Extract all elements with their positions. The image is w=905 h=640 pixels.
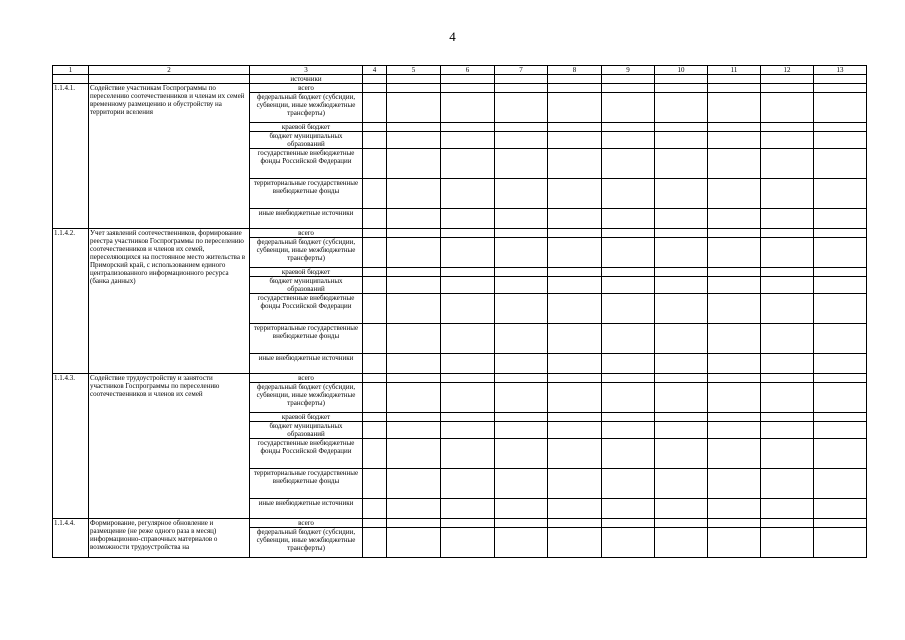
item-number: 1.1.4.1. <box>53 84 89 229</box>
value-cell <box>495 277 548 294</box>
value-cell <box>387 277 441 294</box>
value-cell <box>548 354 602 374</box>
value-cell <box>363 277 387 294</box>
value-cell <box>387 229 441 238</box>
value-cell <box>441 354 495 374</box>
value-cell <box>548 528 602 558</box>
value-cell <box>441 268 495 277</box>
value-cell <box>363 499 387 519</box>
value-cell <box>495 469 548 499</box>
value-cell <box>441 75 495 84</box>
source-cell: федеральный бюджет (субсидии, субвенции, иные межбюджетные трансферты) <box>250 528 363 558</box>
value-cell <box>761 324 814 354</box>
value-cell <box>655 84 708 93</box>
value-cell <box>548 413 602 422</box>
value-cell <box>655 277 708 294</box>
value-cell <box>363 528 387 558</box>
column-header: 2 <box>89 66 250 75</box>
source-cell: государственные внебюджетные фонды Российской Федерации <box>250 294 363 324</box>
value-cell <box>441 277 495 294</box>
value-cell <box>363 268 387 277</box>
value-cell <box>814 469 867 499</box>
value-cell <box>441 422 495 439</box>
value-cell <box>708 84 761 93</box>
value-cell <box>814 519 867 528</box>
value-cell <box>602 528 655 558</box>
value-cell <box>548 519 602 528</box>
column-header: 12 <box>761 66 814 75</box>
value-cell <box>441 149 495 179</box>
source-cell: всего <box>250 229 363 238</box>
value-cell <box>602 277 655 294</box>
value-cell <box>363 132 387 149</box>
value-cell <box>548 469 602 499</box>
value-cell <box>441 469 495 499</box>
value-cell <box>548 238 602 268</box>
value-cell <box>761 84 814 93</box>
source-cell: федеральный бюджет (субсидии, субвенции, иные межбюджетные трансферты) <box>250 238 363 268</box>
value-cell <box>602 519 655 528</box>
value-cell <box>548 439 602 469</box>
value-cell <box>387 469 441 499</box>
value-cell <box>708 149 761 179</box>
value-cell <box>602 132 655 149</box>
value-cell <box>387 179 441 209</box>
value-cell <box>363 238 387 268</box>
source-cell: федеральный бюджет (субсидии, субвенции, иные межбюджетные трансферты) <box>250 93 363 123</box>
value-cell <box>387 149 441 179</box>
source-cell: территориальные государственные внебюджетные фонды <box>250 179 363 209</box>
value-cell <box>363 149 387 179</box>
value-cell <box>387 324 441 354</box>
value-cell <box>655 324 708 354</box>
value-cell <box>655 439 708 469</box>
value-cell <box>387 422 441 439</box>
value-cell <box>387 374 441 383</box>
value-cell <box>655 179 708 209</box>
value-cell <box>602 268 655 277</box>
source-cell: территориальные государственные внебюджетные фонды <box>250 469 363 499</box>
value-cell <box>441 238 495 268</box>
value-cell <box>708 519 761 528</box>
value-cell <box>363 209 387 229</box>
value-cell <box>495 132 548 149</box>
value-cell <box>387 209 441 229</box>
value-cell <box>387 383 441 413</box>
value-cell <box>548 209 602 229</box>
value-cell <box>814 238 867 268</box>
value-cell <box>495 383 548 413</box>
source-cell: бюджет муниципальных образований <box>250 422 363 439</box>
value-cell <box>363 354 387 374</box>
value-cell <box>495 93 548 123</box>
value-cell <box>761 123 814 132</box>
source-cell: федеральный бюджет (субсидии, субвенции, иные межбюджетные трансферты) <box>250 383 363 413</box>
value-cell <box>655 229 708 238</box>
value-cell <box>602 499 655 519</box>
table-row <box>53 374 867 383</box>
value-cell <box>655 238 708 268</box>
item-description: Учет заявлений соотечественников, формирование реестра участников Госпрограммы по переселению соотечественников и членов их семей, переселяющихся на постоянное место жительства в Приморский край, с использованием единого централизованного информационного ресурса (банка данных) <box>89 229 250 374</box>
value-cell <box>814 84 867 93</box>
value-cell <box>814 383 867 413</box>
value-cell <box>363 469 387 499</box>
value-cell <box>602 209 655 229</box>
value-cell <box>602 294 655 324</box>
value-cell <box>602 422 655 439</box>
value-cell <box>655 469 708 499</box>
value-cell <box>441 179 495 209</box>
value-cell <box>495 413 548 422</box>
value-cell <box>363 374 387 383</box>
value-cell <box>655 75 708 84</box>
value-cell <box>441 93 495 123</box>
value-cell <box>655 528 708 558</box>
value-cell <box>441 439 495 469</box>
value-cell <box>761 528 814 558</box>
value-cell <box>708 499 761 519</box>
value-cell <box>761 294 814 324</box>
value-cell <box>363 123 387 132</box>
value-cell <box>602 439 655 469</box>
value-cell <box>814 354 867 374</box>
value-cell <box>655 354 708 374</box>
item-description: Содействие трудоустройству и занятости участников Госпрограммы по переселению соотечественников и членов их семей <box>89 374 250 519</box>
value-cell <box>548 179 602 209</box>
value-cell <box>495 422 548 439</box>
value-cell <box>655 413 708 422</box>
value-cell <box>708 229 761 238</box>
value-cell <box>495 439 548 469</box>
value-cell <box>387 75 441 84</box>
value-cell <box>655 422 708 439</box>
value-cell <box>495 238 548 268</box>
value-cell <box>814 422 867 439</box>
value-cell <box>708 422 761 439</box>
source-cell: бюджет муниципальных образований <box>250 277 363 294</box>
value-cell <box>363 422 387 439</box>
value-cell <box>441 132 495 149</box>
value-cell <box>602 324 655 354</box>
column-header: 6 <box>441 66 495 75</box>
value-cell <box>708 93 761 123</box>
source-cell: иные внебюджетные источники <box>250 499 363 519</box>
value-cell <box>548 374 602 383</box>
value-cell <box>387 93 441 123</box>
value-cell <box>387 84 441 93</box>
value-cell <box>548 75 602 84</box>
value-cell <box>708 277 761 294</box>
value-cell <box>363 324 387 354</box>
source-cell: краевой бюджет <box>250 268 363 277</box>
item-number: 1.1.4.2. <box>53 229 89 374</box>
value-cell <box>548 324 602 354</box>
value-cell <box>708 413 761 422</box>
value-cell <box>548 294 602 324</box>
value-cell <box>387 528 441 558</box>
value-cell <box>441 499 495 519</box>
value-cell <box>495 294 548 324</box>
value-cell <box>548 149 602 179</box>
value-cell <box>548 268 602 277</box>
value-cell <box>363 229 387 238</box>
value-cell <box>441 123 495 132</box>
value-cell <box>495 75 548 84</box>
value-cell <box>363 179 387 209</box>
value-cell <box>814 439 867 469</box>
value-cell <box>495 123 548 132</box>
value-cell <box>495 374 548 383</box>
source-cell: иные внебюджетные источники <box>250 354 363 374</box>
item-number: 1.1.4.3. <box>53 374 89 519</box>
source-cell: бюджет муниципальных образований <box>250 132 363 149</box>
value-cell <box>761 209 814 229</box>
column-header: 4 <box>363 66 387 75</box>
page-number: 4 <box>449 29 456 44</box>
value-cell <box>761 132 814 149</box>
value-cell <box>655 132 708 149</box>
value-cell <box>708 179 761 209</box>
value-cell <box>602 469 655 499</box>
column-header: 1 <box>53 66 89 75</box>
value-cell <box>602 374 655 383</box>
value-cell <box>602 413 655 422</box>
value-cell <box>814 179 867 209</box>
header-row <box>53 66 867 75</box>
source-cell: всего <box>250 374 363 383</box>
value-cell <box>387 268 441 277</box>
value-cell <box>761 469 814 499</box>
value-cell <box>655 374 708 383</box>
value-cell <box>495 149 548 179</box>
source-cell: источники <box>250 75 363 84</box>
value-cell <box>814 132 867 149</box>
source-cell: всего <box>250 84 363 93</box>
value-cell <box>602 123 655 132</box>
value-cell <box>814 324 867 354</box>
value-cell <box>441 294 495 324</box>
value-cell <box>495 268 548 277</box>
source-cell: всего <box>250 519 363 528</box>
value-cell <box>495 229 548 238</box>
value-cell <box>761 413 814 422</box>
value-cell <box>602 84 655 93</box>
value-cell <box>708 75 761 84</box>
item-number: 1.1.4.4. <box>53 519 89 558</box>
value-cell <box>602 149 655 179</box>
value-cell <box>387 413 441 422</box>
column-header: 9 <box>602 66 655 75</box>
table-row <box>53 75 867 84</box>
value-cell <box>495 499 548 519</box>
value-cell <box>655 123 708 132</box>
value-cell <box>761 519 814 528</box>
value-cell <box>814 149 867 179</box>
value-cell <box>387 439 441 469</box>
table-row <box>53 519 867 528</box>
value-cell <box>495 528 548 558</box>
description-cell <box>89 75 250 84</box>
value-cell <box>761 229 814 238</box>
value-cell <box>363 413 387 422</box>
value-cell <box>655 149 708 179</box>
value-cell <box>761 354 814 374</box>
value-cell <box>708 354 761 374</box>
value-cell <box>363 439 387 469</box>
value-cell <box>441 84 495 93</box>
value-cell <box>708 374 761 383</box>
value-cell <box>814 93 867 123</box>
value-cell <box>602 354 655 374</box>
value-cell <box>495 324 548 354</box>
item-description: Формирование, регулярное обновление и размещение (не реже одного раза в месяц) информационно-справочных материалов о возможности трудоустройства на <box>89 519 250 558</box>
value-cell <box>761 179 814 209</box>
value-cell <box>441 324 495 354</box>
source-cell: иные внебюджетные источники <box>250 209 363 229</box>
value-cell <box>761 422 814 439</box>
column-header: 10 <box>655 66 708 75</box>
source-cell: государственные внебюджетные фонды Российской Федерации <box>250 439 363 469</box>
value-cell <box>814 277 867 294</box>
column-header: 13 <box>814 66 867 75</box>
value-cell <box>761 75 814 84</box>
value-cell <box>761 499 814 519</box>
value-cell <box>814 209 867 229</box>
number-cell <box>53 75 89 84</box>
value-cell <box>655 209 708 229</box>
value-cell <box>441 374 495 383</box>
source-cell: краевой бюджет <box>250 123 363 132</box>
value-cell <box>548 383 602 413</box>
value-cell <box>761 383 814 413</box>
value-cell <box>602 383 655 413</box>
value-cell <box>761 93 814 123</box>
value-cell <box>441 229 495 238</box>
value-cell <box>708 383 761 413</box>
source-cell: государственные внебюджетные фонды Российской Федерации <box>250 149 363 179</box>
value-cell <box>495 84 548 93</box>
value-cell <box>602 238 655 268</box>
value-cell <box>363 75 387 84</box>
value-cell <box>655 383 708 413</box>
value-cell <box>387 123 441 132</box>
table-row <box>53 229 867 238</box>
column-header: 5 <box>387 66 441 75</box>
value-cell <box>814 268 867 277</box>
value-cell <box>495 179 548 209</box>
budget-table <box>52 65 867 558</box>
value-cell <box>441 528 495 558</box>
value-cell <box>708 324 761 354</box>
value-cell <box>602 179 655 209</box>
value-cell <box>495 209 548 229</box>
value-cell <box>441 383 495 413</box>
value-cell <box>761 374 814 383</box>
value-cell <box>387 519 441 528</box>
value-cell <box>495 519 548 528</box>
value-cell <box>548 123 602 132</box>
value-cell <box>814 528 867 558</box>
value-cell <box>363 84 387 93</box>
value-cell <box>655 294 708 324</box>
value-cell <box>814 75 867 84</box>
value-cell <box>814 123 867 132</box>
value-cell <box>708 268 761 277</box>
column-header: 8 <box>548 66 602 75</box>
value-cell <box>708 123 761 132</box>
value-cell <box>814 294 867 324</box>
value-cell <box>814 229 867 238</box>
value-cell <box>441 209 495 229</box>
value-cell <box>761 238 814 268</box>
value-cell <box>761 149 814 179</box>
value-cell <box>495 354 548 374</box>
value-cell <box>441 519 495 528</box>
value-cell <box>548 499 602 519</box>
source-cell: территориальные государственные внебюджетные фонды <box>250 324 363 354</box>
value-cell <box>363 93 387 123</box>
value-cell <box>387 354 441 374</box>
value-cell <box>441 413 495 422</box>
value-cell <box>548 229 602 238</box>
value-cell <box>655 268 708 277</box>
column-header: 7 <box>495 66 548 75</box>
value-cell <box>548 422 602 439</box>
value-cell <box>548 277 602 294</box>
value-cell <box>363 519 387 528</box>
value-cell <box>814 413 867 422</box>
value-cell <box>602 229 655 238</box>
value-cell <box>548 132 602 149</box>
table-row <box>53 84 867 93</box>
value-cell <box>814 499 867 519</box>
value-cell <box>708 238 761 268</box>
value-cell <box>548 93 602 123</box>
value-cell <box>761 277 814 294</box>
value-cell <box>387 499 441 519</box>
value-cell <box>708 294 761 324</box>
value-cell <box>655 519 708 528</box>
value-cell <box>655 93 708 123</box>
value-cell <box>602 75 655 84</box>
value-cell <box>548 84 602 93</box>
value-cell <box>363 383 387 413</box>
column-header: 11 <box>708 66 761 75</box>
value-cell <box>363 294 387 324</box>
value-cell <box>708 469 761 499</box>
value-cell <box>387 294 441 324</box>
value-cell <box>814 374 867 383</box>
value-cell <box>708 528 761 558</box>
column-header: 3 <box>250 66 363 75</box>
value-cell <box>708 439 761 469</box>
source-cell: краевой бюджет <box>250 413 363 422</box>
item-description: Содействие участникам Госпрограммы по переселению соотечественников и членам их семей временному размещению и обустройству на территории вселения <box>89 84 250 229</box>
value-cell <box>708 132 761 149</box>
value-cell <box>655 499 708 519</box>
value-cell <box>708 209 761 229</box>
value-cell <box>761 268 814 277</box>
value-cell <box>761 439 814 469</box>
value-cell <box>387 132 441 149</box>
value-cell <box>602 93 655 123</box>
value-cell <box>387 238 441 268</box>
